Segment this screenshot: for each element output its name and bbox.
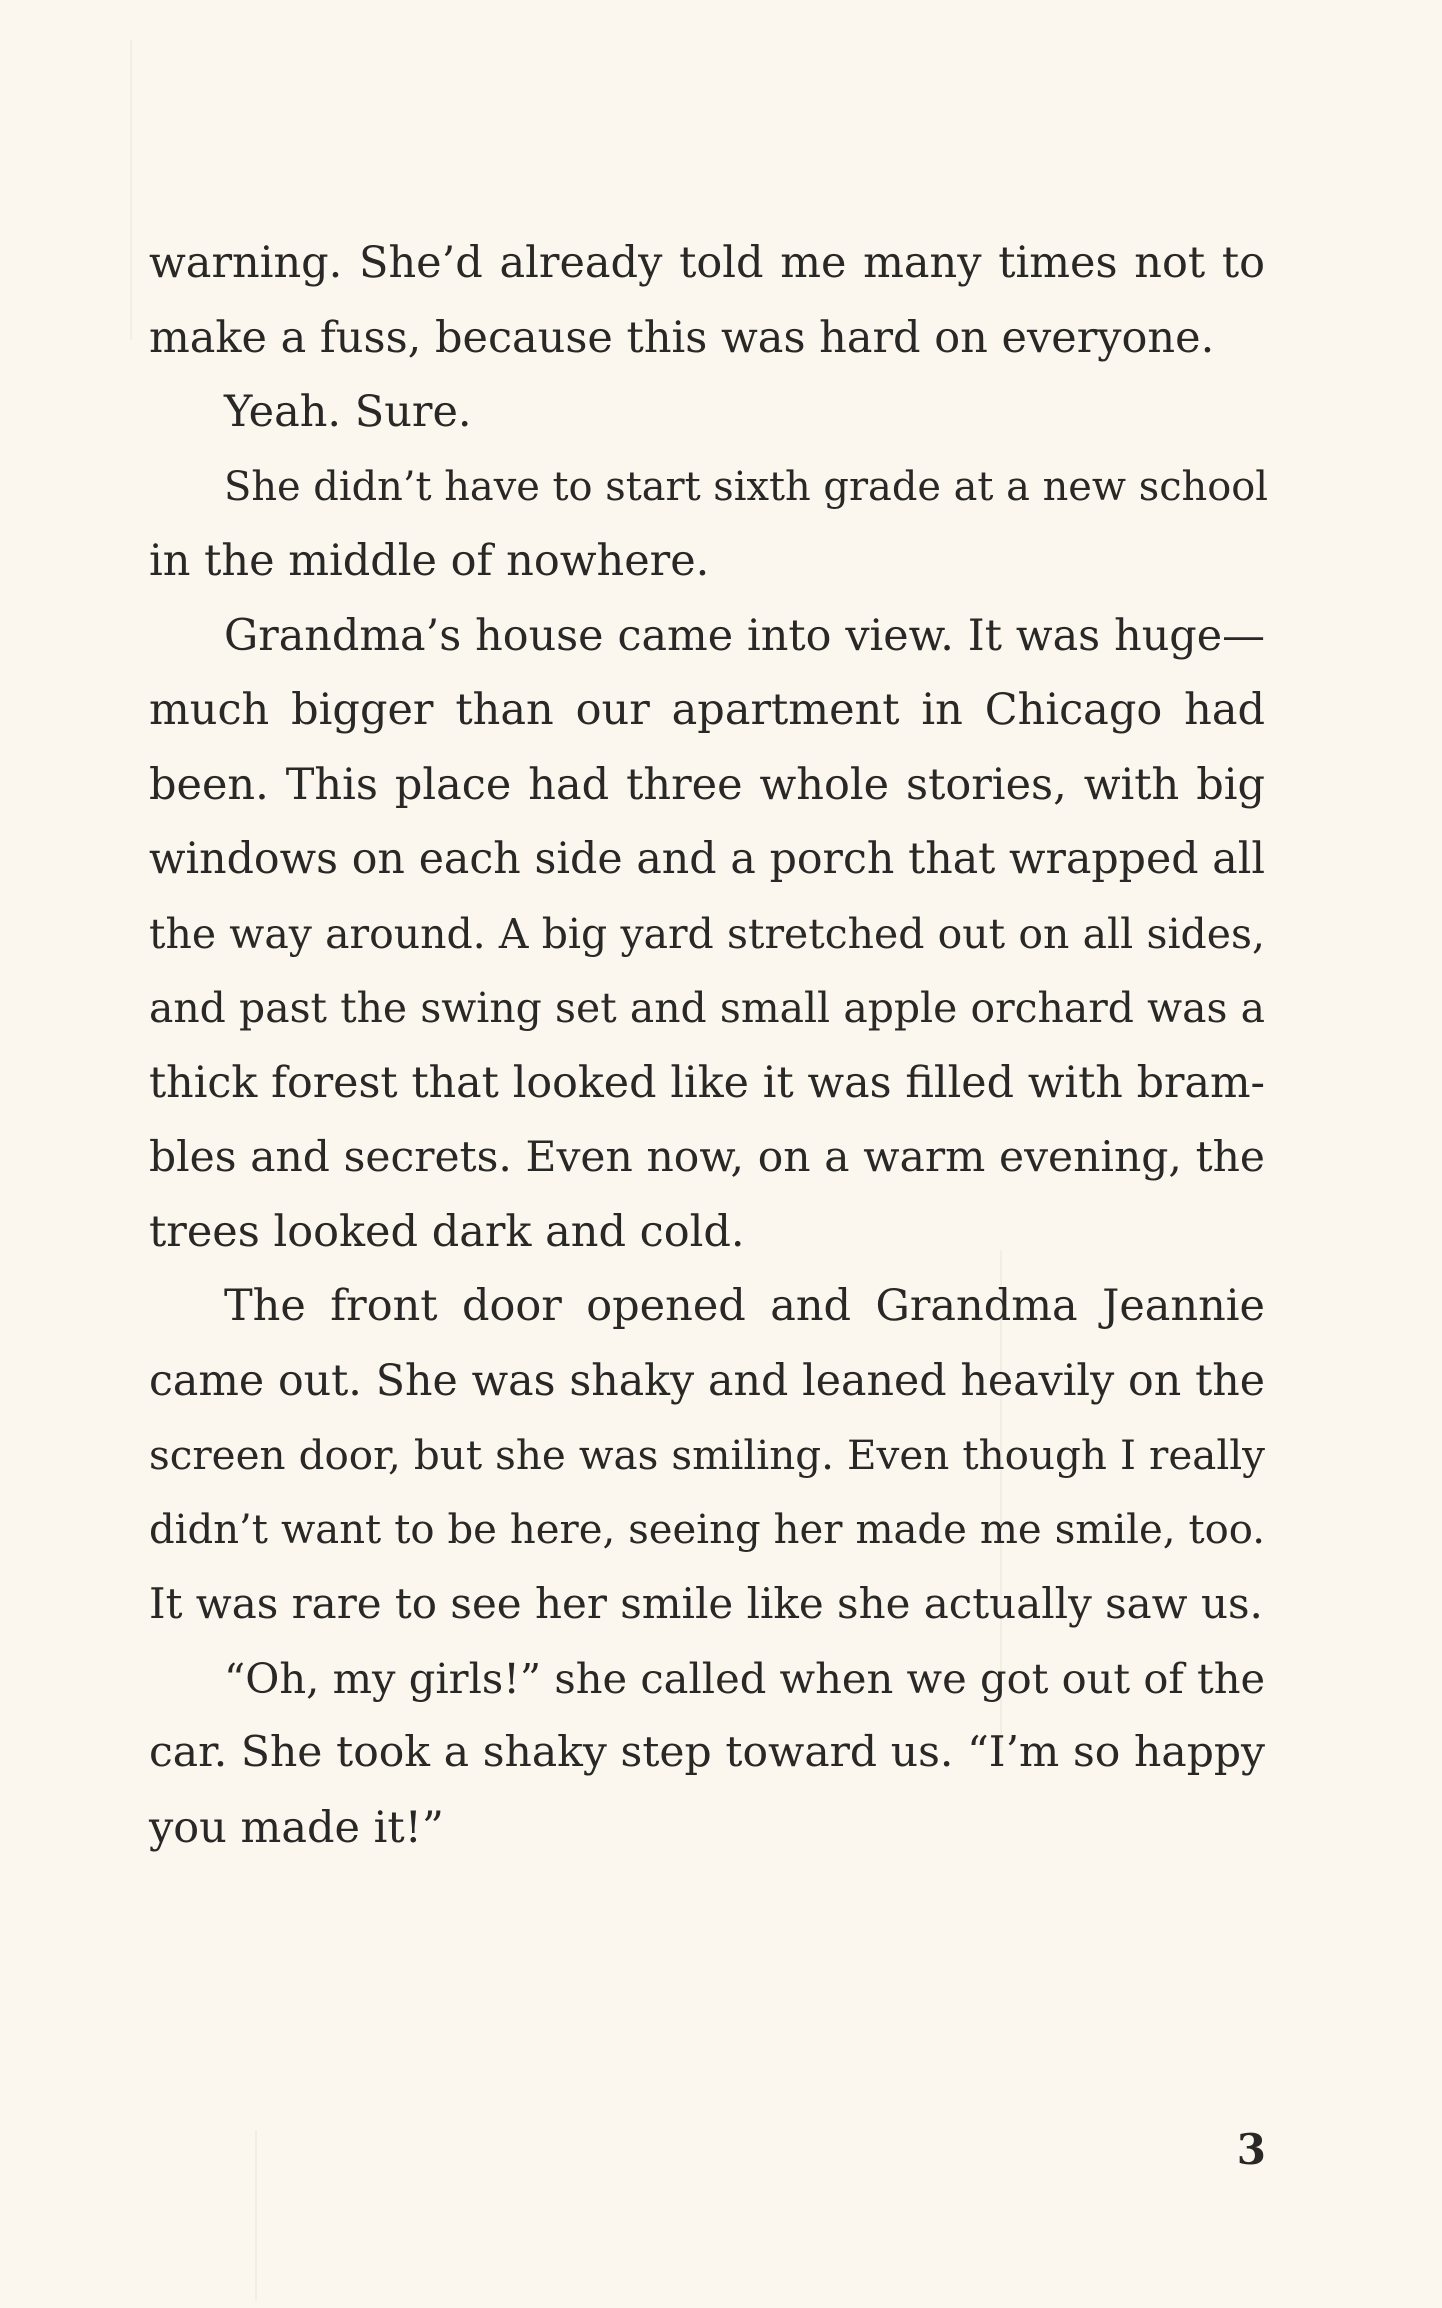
text-line: Grandma’s house came into view. It was huge—: [224, 610, 1265, 661]
page-number: 3: [1236, 2125, 1266, 2174]
body-text: [149, 226, 1269, 1865]
text-line: It was rare to see her smile like she actually saw us.: [149, 1579, 1263, 1628]
show-through-line: [130, 40, 132, 340]
text-line: came out. She was shaky and leaned heavily on the: [149, 1355, 1265, 1406]
text-line: thick forest that looked like it was filled with bram-: [149, 1057, 1265, 1108]
text-line: and past the swing set and small apple orchard was a: [149, 984, 1265, 1032]
text-line: bles and secrets. Even now, on a warm evening, the: [149, 1132, 1265, 1181]
text-line: in the middle of nowhere.: [149, 536, 710, 586]
text-line: warning. She’d already told me many times not to: [149, 238, 1265, 288]
text-line: much bigger than our apartment in Chicago had: [149, 685, 1265, 735]
text-line: Yeah. Sure.: [224, 387, 472, 437]
text-line: She didn’t have to start sixth grade at a new school: [224, 463, 1269, 510]
text-line: the way around. A big yard stretched out on all sides,: [149, 909, 1265, 958]
text-line: The front door opened and Grandma Jeannie: [224, 1281, 1265, 1331]
text-line: been. This place had three whole stories, with big: [149, 759, 1265, 810]
text-line: make a fuss, because this was hard on everyone.: [149, 312, 1215, 363]
text-line: car. She took a shaky step toward us. “I’m so happy: [149, 1728, 1265, 1777]
text-line: screen door, but she was smiling. Even though I really: [149, 1431, 1265, 1479]
text-line: “Oh, my girls!” she called when we got out of the: [224, 1653, 1266, 1703]
text-line: you made it!”: [149, 1802, 444, 1853]
text-line: didn’t want to be here, seeing her made me smile, too.: [149, 1506, 1265, 1553]
text-line: trees looked dark and cold.: [149, 1206, 745, 1257]
text-line: windows on each side and a porch that wrapped all: [149, 834, 1265, 884]
show-through-line: [255, 2130, 257, 2300]
